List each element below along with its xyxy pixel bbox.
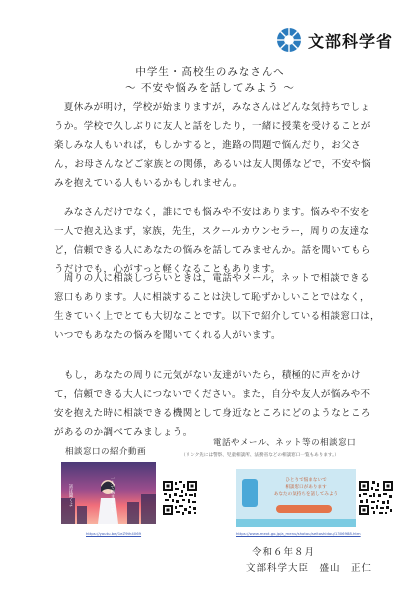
paragraph-line: 周りの人に相談しづらいときは，電話やメール，ネットで相談できる [54, 273, 370, 284]
paragraph-line: ん，お母さんなどご家族との関係，あるいは友人関係などで，不安や悩 [54, 159, 372, 170]
paragraph-line: 生きていく上でとても大切なことです。以下で紹介している相談窓口は， [54, 311, 380, 322]
paragraph-line: ど，信頼できる人にあなたの悩みを話してみませんか。話を聞いてもら [54, 245, 371, 256]
page-title: 中学生・高校生のみなさんへ [135, 66, 285, 78]
character-illustration [95, 478, 121, 524]
contact-banner[interactable] [236, 469, 356, 527]
paragraph-line: て，信頼できる大人につないでください。また，自分や友人が悩みや不 [54, 389, 371, 400]
video-link[interactable]: https://youtu.be/1eZ9th4069 [86, 531, 142, 536]
paragraph-line: 安を抱えた時に相談できる機関として身近なところにどのようなところ [54, 408, 371, 419]
contact-qr-code[interactable] [358, 480, 394, 516]
paragraph-line: もし，あなたの周りに元気がない友達がいたら，積極的に声をかけ [54, 370, 361, 381]
paragraph-line: うか。学校で久しぶりに友人と話をしたり，一緒に授業を受けることが [54, 121, 371, 132]
paragraph-line: 一人で抱え込まず，家族，先生，スクールカウンセラー，周りの友達な [54, 226, 370, 237]
paragraph-2 [54, 203, 389, 279]
logo-text: 文部科学省 [308, 31, 394, 51]
paragraph-line: 夏休みが明け，学校が始まりますが，みなさんはどんな気持ちでしょ [54, 102, 371, 113]
paragraph-line: みなさんだけでなく，誰にでも悩みや不安はあります。悩みや不安を [54, 207, 370, 218]
video-caption-art: 一人で悩まないで [110, 476, 115, 512]
paragraph-line: 楽しみな人もいれば，もしかすると，進路の問題で悩んだり，お父さ [54, 140, 361, 151]
paragraph-line: いつでもあなたの悩みを聞いてくれる人がいます。 [54, 330, 281, 341]
banner-button-art [276, 505, 332, 513]
video-caption-art: 話は聞くよ [68, 484, 73, 507]
contact-section-note: （リンク先には警察、児童相談所、法務省などの相談窓口一覧もあります。） [181, 453, 340, 458]
paragraph-4 [54, 366, 389, 442]
contact-link[interactable]: https://www.mext.go.jp/a_menu/shotou/seitoshidou/1306988.htm [236, 531, 361, 536]
issue-date: 令和６年８月 [252, 547, 316, 558]
banner-art-text: ひとりで悩まないで 相談窓口があります あなたの気持ちを話してみよう [273, 478, 339, 497]
video-section-title: 相談窓口の紹介動画 [65, 447, 147, 457]
smartphone-icon [242, 479, 258, 507]
video-qr-code[interactable] [162, 480, 198, 516]
contact-section-title: 電話やメール、ネット等の相談窓口 [213, 438, 357, 448]
page-subtitle: 〜 不安や悩みを話してみよう 〜 [125, 82, 295, 94]
mext-logo [276, 25, 396, 55]
mext-emblem-icon [276, 27, 302, 53]
paragraph-line: うだけでも，心がすっと軽くなることもあります。 [54, 264, 281, 275]
signature: 文部科学大臣 盛山 正仁 [246, 563, 373, 574]
paragraph-1 [54, 98, 389, 193]
paragraph-line: みを抱えている人もいるかもしれません。 [54, 178, 243, 189]
paragraph-line: 窓口もあります。人に相談することは決して恥ずかしいことではなく， [54, 292, 370, 303]
paragraph-3 [54, 269, 389, 345]
paragraph-line: があるのか調べてみましょう。 [54, 427, 193, 438]
intro-video-thumbnail[interactable] [61, 462, 156, 524]
